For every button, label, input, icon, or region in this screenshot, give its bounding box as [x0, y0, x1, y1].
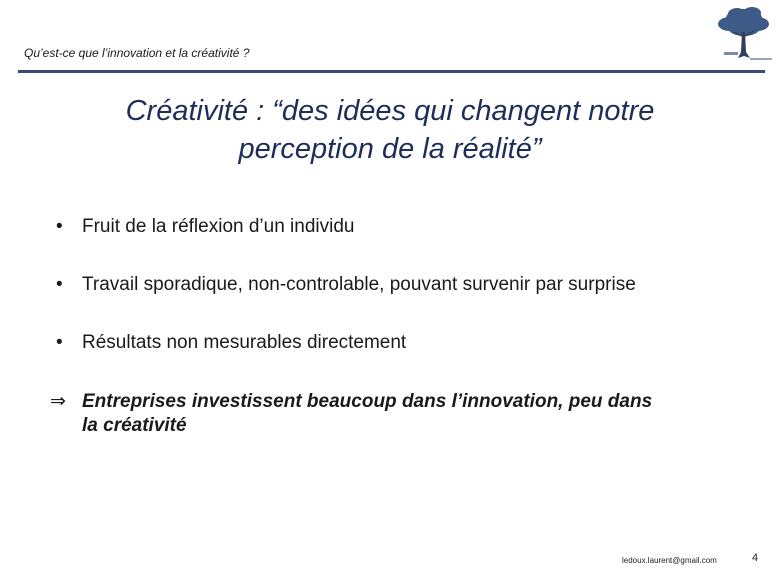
conclusion-line1: Entreprises investissent beaucoup dans l’innovation, peu dans: [82, 391, 653, 412]
slide-title-line2: perception de la réalité”: [238, 133, 542, 165]
bullet-icon: •: [56, 332, 63, 353]
footer-email: ledoux.laurent@gmail.com: [622, 556, 717, 565]
tree-logo-icon: [710, 2, 778, 68]
header-divider: [18, 70, 765, 73]
header-title: Qu’est-ce que l’innovation et la créativité ?: [24, 46, 250, 60]
slide-title-line1: Créativité : “des idées qui changent notre: [125, 95, 655, 127]
slide-title: [40, 92, 740, 168]
bullet-text: Travail sporadique, non-controlable, pouvant survenir par surprise: [82, 274, 636, 295]
conclusion-text: [82, 390, 762, 438]
page-number: 4: [752, 552, 759, 564]
conclusion-line2: la créativité: [82, 415, 187, 436]
implies-arrow-icon: ⇒: [50, 391, 66, 412]
bullet-icon: •: [56, 216, 63, 237]
bullet-text: Résultats non mesurables directement: [82, 332, 407, 353]
bullet-text: Fruit de la réflexion d’un individu: [82, 216, 355, 237]
bullet-icon: •: [56, 274, 63, 295]
